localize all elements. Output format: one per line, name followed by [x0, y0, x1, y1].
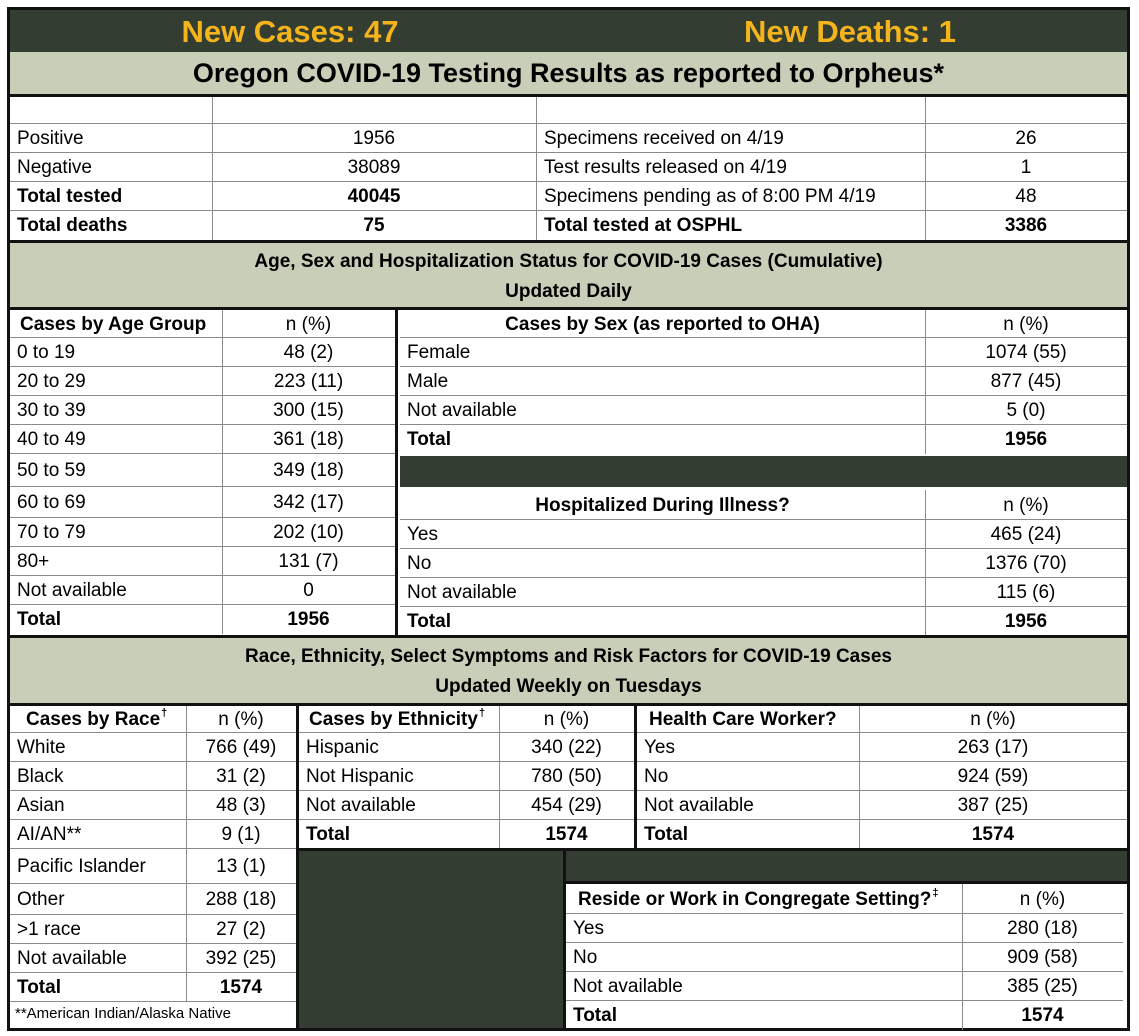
hosp-row-label: No: [407, 553, 432, 574]
race-row-label: Pacific Islander: [17, 856, 146, 877]
sex-column-rule: [925, 310, 926, 454]
age-row-label: Total: [17, 609, 61, 630]
race-row-value: 392 (25): [205, 948, 277, 969]
cum-header-label: [10, 97, 212, 124]
age-row-value: 0: [303, 580, 314, 601]
hosp-header-label: Hospitalized During Illness?: [535, 494, 790, 516]
race-row-value: 1574: [219, 977, 263, 998]
hcw-row-label: No: [644, 766, 669, 787]
age-row-value: 131 (7): [278, 551, 339, 572]
eth-header-value: n (%): [543, 709, 590, 730]
race-row-value: 766 (49): [205, 737, 277, 758]
race-row-label: Total: [17, 977, 61, 998]
race-row-value: 27 (2): [216, 919, 266, 940]
age-row-label: 60 to 69: [17, 492, 86, 513]
sex-hosp-separator-band: [400, 456, 1127, 487]
race-row-value: 13 (1): [216, 856, 266, 877]
cong-header-value: n (%): [1019, 888, 1066, 910]
age-header-label: Cases by Age Group: [20, 313, 207, 335]
cong-row-value: 385 (25): [1007, 976, 1078, 997]
cum-row-value: 38089: [347, 157, 401, 178]
age-row-label: 0 to 19: [17, 342, 76, 363]
race-row-label: Not available: [17, 948, 127, 969]
section-age-sex-subtitle: Updated Daily: [505, 280, 632, 302]
race-row-label: Black: [17, 766, 64, 787]
section-race-subtitle: Updated Weekly on Tuesdays: [435, 675, 702, 697]
eth-header-footnote-mark: †: [478, 707, 486, 719]
section-race-title: Race, Ethnicity, Select Symptoms and Risk Factors for COVID-19 Cases: [245, 645, 892, 667]
sex-row-label: Female: [407, 342, 471, 363]
cong-header-footnote-mark: ‡: [932, 886, 939, 899]
new-cases-count: New Cases: 47: [181, 13, 399, 49]
sex-row-label: Total: [407, 429, 451, 450]
race-row-value: 48 (3): [216, 795, 266, 816]
sex-header-label: Cases by Sex (as reported to OHA): [505, 313, 820, 335]
sex-row-value: 1956: [1004, 429, 1048, 450]
hcw-row-label: Total: [644, 824, 688, 845]
sex-row-label: Male: [407, 371, 449, 392]
race-row-value: 31 (2): [216, 766, 266, 787]
eth-row-label: Not available: [306, 795, 416, 816]
age-row-value: 300 (15): [273, 400, 344, 421]
cong-row-value: 1574: [1021, 1005, 1064, 1026]
hcw-row-value: 263 (17): [957, 737, 1029, 758]
eth-row-value: 780 (50): [531, 766, 602, 787]
osp-row-label: Specimens received on 4/19: [544, 128, 784, 149]
sex-header-value: n (%): [1003, 313, 1049, 335]
hosp-column-rule: [925, 490, 926, 636]
age-row-value: 48 (2): [283, 342, 334, 363]
race-row-label: Asian: [17, 795, 65, 816]
race-header-label: Cases by Race †: [26, 707, 168, 730]
race-row-label: White: [17, 737, 66, 758]
osp-column-rule: [925, 97, 926, 240]
sex-row-value: 877 (45): [990, 371, 1062, 392]
sex-row-value: 1074 (55): [985, 342, 1067, 363]
cong-row-label: Yes: [573, 918, 604, 939]
age-row-label: 50 to 59: [17, 460, 86, 481]
race-row-label: >1 race: [17, 919, 81, 940]
hosp-row-label: Not available: [407, 582, 517, 603]
cum-row-label: Positive: [17, 128, 84, 149]
cum-row-label: Negative: [17, 157, 92, 178]
eth-row-value: 340 (22): [531, 737, 602, 758]
osp-row-value: 48: [1015, 186, 1037, 207]
race-row-value: 288 (18): [205, 889, 277, 910]
hcw-header-value: n (%): [970, 709, 1016, 730]
race-header-footnote-mark: †: [161, 707, 168, 719]
cum-header-value: [212, 97, 536, 124]
hosp-row-value: 1376 (70): [985, 553, 1067, 574]
age-row-value: 223 (11): [273, 371, 344, 392]
age-row-value: 349 (18): [273, 460, 344, 481]
hosp-row-value: 465 (24): [990, 524, 1062, 545]
cong-row-label: No: [573, 947, 598, 968]
eth-header-label: Cases by Ethnicity †: [309, 707, 486, 730]
cum-row-value: 40045: [347, 186, 401, 207]
sex-row-label: Not available: [407, 400, 517, 421]
cong-header-label: Reside or Work in Congregate Setting? ‡: [578, 886, 939, 910]
age-row-value: 1956: [287, 609, 330, 630]
race-row-value: 9 (1): [221, 824, 261, 845]
age-column-rule: [222, 310, 223, 634]
cum-row-label: Total deaths: [17, 215, 128, 236]
age-row-value: 361 (18): [273, 429, 344, 450]
age-row-label: 20 to 29: [17, 371, 86, 392]
age-header-value: n (%): [285, 313, 332, 335]
age-row-value: 202 (10): [273, 522, 344, 543]
cong-row-label: Not available: [573, 976, 683, 997]
hcw-row-label: Yes: [644, 737, 675, 758]
hcw-congregate-separator-band: [566, 850, 1127, 881]
osp-row-value: 3386: [1004, 215, 1048, 236]
race-footnote: **American Indian/Alaska Native: [15, 1005, 231, 1022]
hcw-row-value: 387 (25): [957, 795, 1029, 816]
page-title: Oregon COVID-19 Testing Results as reported to Orpheus*: [192, 57, 945, 88]
race-column-rule: [186, 706, 187, 1002]
age-row-value: 342 (17): [273, 492, 344, 513]
osp-row-label: Specimens pending as of 8:00 PM 4/19: [544, 186, 876, 207]
cum-row-value: 75: [363, 215, 385, 236]
hcw-row-value: 1574: [971, 824, 1015, 845]
cum-row-label: Total tested: [17, 186, 123, 207]
eth-row-value: 454 (29): [531, 795, 602, 816]
eth-column-rule: [499, 706, 500, 849]
age-row-label: 40 to 49: [17, 429, 86, 450]
cong-row-value: 909 (58): [1007, 947, 1078, 968]
osp-row-value: 1: [1020, 157, 1032, 178]
age-row-label: Not available: [17, 580, 127, 601]
hosp-header-value: n (%): [1003, 494, 1049, 516]
osp-row-value: 26: [1015, 128, 1037, 149]
cum-column-rule: [212, 97, 213, 240]
cum-row-value: 1956: [352, 128, 396, 149]
cong-row-value: 280 (18): [1007, 918, 1078, 939]
age-row-label: 30 to 39: [17, 400, 86, 421]
hcw-column-rule: [859, 706, 860, 849]
osp-row-label: Test results released on 4/19: [544, 157, 787, 178]
cong-row-label: Total: [573, 1005, 617, 1026]
hosp-row-label: Yes: [407, 524, 438, 545]
hosp-row-value: 1956: [1004, 611, 1048, 632]
osp-header-value: [925, 97, 1127, 124]
osp-header-label: [537, 97, 925, 124]
sex-row-value: 5 (0): [1006, 400, 1046, 421]
eth-row-label: Not Hispanic: [306, 766, 414, 787]
race-row-label: AI/AN**: [17, 824, 82, 845]
age-row-label: 80+: [17, 551, 50, 572]
osp-row-label: Total tested at OSPHL: [544, 215, 743, 236]
hcw-row-label: Not available: [644, 795, 754, 816]
race-header-value: n (%): [218, 709, 264, 730]
eth-row-label: Hispanic: [306, 737, 379, 758]
hosp-row-value: 115 (6): [996, 582, 1056, 603]
hosp-row-label: Total: [407, 611, 451, 632]
section-age-sex-title: Age, Sex and Hospitalization Status for COVID-19 Cases (Cumulative): [254, 250, 883, 272]
race-lower-filler-band: [299, 850, 563, 1028]
hcw-row-value: 924 (59): [957, 766, 1029, 787]
eth-row-label: Total: [306, 824, 350, 845]
eth-row-value: 1574: [545, 824, 588, 845]
cong-column-rule: [962, 884, 963, 1030]
age-row-label: 70 to 79: [17, 522, 86, 543]
new-deaths-count: New Deaths: 1: [744, 13, 956, 49]
hcw-header-label: Health Care Worker?: [649, 709, 837, 730]
race-row-label: Other: [17, 889, 65, 910]
